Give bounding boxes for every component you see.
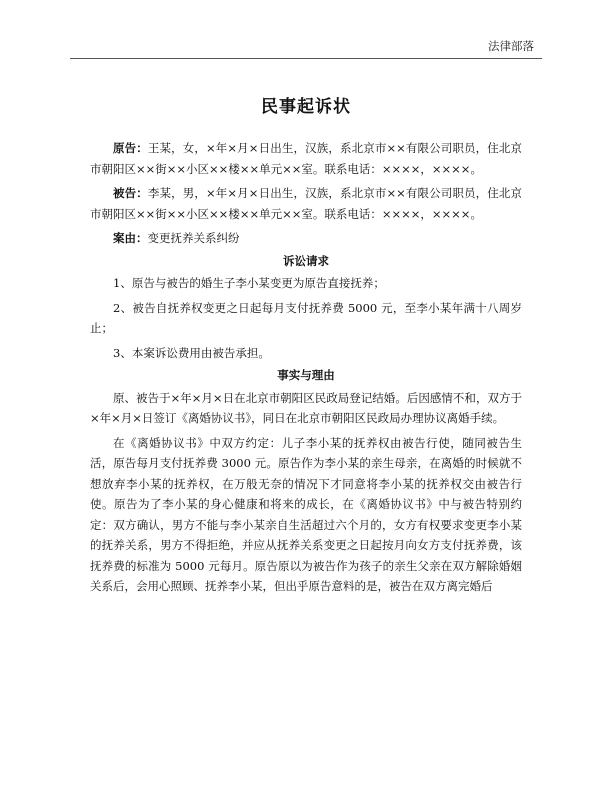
claim-item: 1、原告与被告的婚生子李小某变更为原告直接抚养；	[113, 276, 385, 290]
plaintiff-paragraph	[90, 138, 522, 179]
cause-text: 变更抚养关系纠纷	[147, 231, 240, 245]
claim-item: 2、被告自抚养权变更之日起每月支付抚养费 5000 元，至李小某年满十八周岁止；	[90, 300, 522, 335]
header-divider	[70, 58, 542, 59]
cause-paragraph	[90, 228, 522, 249]
header-site-name: 法律部落	[488, 39, 534, 53]
cause-label: 案由：	[113, 231, 148, 245]
plaintiff-label: 原告：	[113, 141, 148, 155]
document-title: 民事起诉状	[261, 97, 351, 117]
facts-heading: 事实与理由	[277, 368, 335, 382]
claims-heading: 诉讼请求	[283, 253, 329, 268]
facts-paragraph: 在《离婚协议书》中双方约定：儿子李小某的抚养权由被告行使，随同被告生活，原告每月支付抚养费 3000 元。原告作为李小某的亲生母亲，在离婚的时候就不想放弃李小某的抚养权，在万般无奈的情况下才同意将李小某的抚养权交由被告行使。原告为了李小某的身心健康和将来的成长，在《离婚协议书》中与被告特别约定：双方确认，男方不能与李小某亲自生活超过六个月的，女方有权要求变更李小某的抚养关系，男方不得拒绝，并应从抚养关系变更之日起按月向女方支付抚养费，该抚养费的标准为 5000 元每月。原告原以为被告作为孩子的亲生父亲在双方解除婚姻关系后，会用心照顾、抚养李小某，但出乎原告意料的是，被告在双方离完婚后	[90, 435, 522, 593]
claim-item: 3、本案诉讼费用由被告承担。	[113, 345, 270, 360]
defendant-label: 被告：	[113, 186, 148, 200]
defendant-paragraph	[90, 183, 522, 224]
plaintiff-text: 王某，女，×年×月×日出生，汉族，系北京市××有限公司职员，住北京市朝阳区××街××小区××楼××单元××室。联系电话：××××，××××。	[90, 141, 522, 176]
document-body	[90, 138, 522, 597]
facts-paragraph: 原、被告于×年×月×日在北京市朝阳区民政局登记结婚。后因感情不和，双方于×年×月×日签订《离婚协议书》，同日在北京市朝阳区民政局办理协议离婚手续。	[90, 390, 522, 425]
defendant-text: 李某，男，×年×月×日出生，汉族，系北京市××有限公司职员，住北京市朝阳区××街××小区××楼××单元××室。联系电话：××××，××××。	[90, 186, 522, 221]
